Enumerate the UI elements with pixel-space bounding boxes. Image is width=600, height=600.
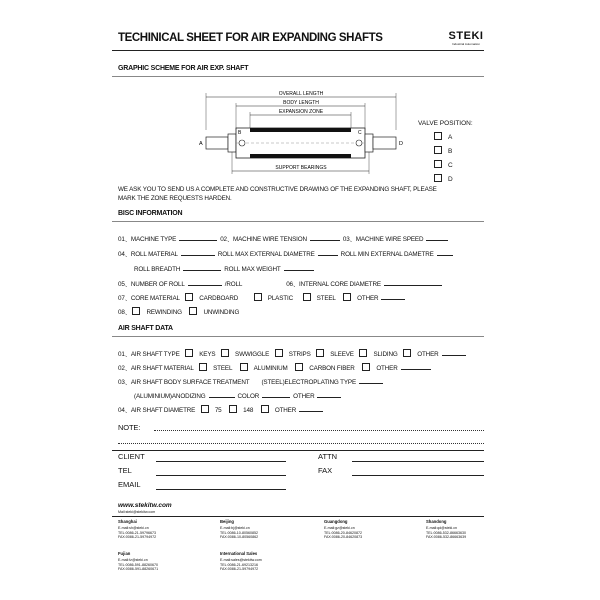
basic-row-1: 01、MACHINE TYPE 02、MACHINE WIRE TENSION 03、MACHINE WIRE SPEED (118, 234, 451, 243)
roll-material-label: ROLL MATERIAL (130, 251, 178, 258)
shaft-row-2: 02、AIR SHAFT MATERIAL STEEL ALUMINIUM CARBON FIBER OTHER (118, 363, 434, 372)
surface-other-label: OTHER (293, 393, 315, 400)
shaft-body (236, 128, 365, 158)
fax-label: FAX (318, 466, 333, 475)
note-line-2[interactable] (118, 442, 484, 444)
end-d-label: D (399, 141, 403, 147)
keys-checkbox[interactable] (185, 349, 193, 357)
strips-checkbox[interactable] (275, 349, 283, 357)
valve-b-label: B (448, 148, 453, 155)
air-shaft-diametre-label: AIR SHAFT DIAMETRE (130, 407, 196, 414)
roll-max-weight-field[interactable] (284, 264, 314, 271)
basic-info-divider (112, 221, 484, 222)
basic-row-2: 04、ROLL MATERIAL ROLL MAX EXTERNAL DIAMETRE ROLL MIN EXTERNAL DAMETRE (118, 249, 456, 258)
tel-field[interactable] (156, 475, 286, 476)
electroplating-label: (STEEL)ELECTROPLATING TYPE (261, 379, 356, 386)
core-material-label: CORE MATERIAL (130, 295, 180, 302)
end-a-label: A (199, 141, 203, 147)
office-beijing: Beijing E-mail:bj@steki.cn TEL:0086-10-80560852 FAX:0086-10-80560862 (220, 519, 259, 540)
logo-subtitle: Industrial Automation (451, 42, 481, 46)
client-label: CLIENT (118, 452, 145, 461)
basic-row-6: 08、 REWINDING UNWINDING (118, 309, 240, 316)
roll-max-diametre-field[interactable] (318, 249, 338, 256)
machine-type-label: MACHINE TYPE (130, 236, 177, 243)
steel-checkbox[interactable] (303, 293, 311, 301)
diametre-other-checkbox[interactable] (261, 405, 269, 413)
type-other-field[interactable] (442, 349, 466, 356)
body-length-label: BODY LENGTH (283, 100, 319, 106)
color-label: COLOR (237, 393, 260, 400)
internal-core-diametre-label: 06、INTERNAL CORE DIAMETRE (286, 281, 381, 288)
footer-divider (112, 516, 484, 517)
expansion-strip-top (250, 128, 351, 132)
support-bearings-label: SUPPORT BEARINGS (275, 165, 327, 171)
surface-treatment-label: AIR SHAFT BODY SURFACE TREATMENT (130, 379, 250, 386)
valve-c-checkbox[interactable] (434, 160, 442, 168)
roll-max-diametre-label: ROLL MAX EXTERNAL DIAMETRE (217, 251, 315, 258)
office-international-sales: International Sales E-mail:sales@stekitw.com TEL:0086-21-69213216 FAX:0086-21-59794972 (220, 551, 262, 572)
shaft-row-5: 04、AIR SHAFT DIAMETRE 75 148 OTHER (118, 405, 326, 414)
tel-label: TEL (118, 466, 132, 475)
note-divider (112, 450, 484, 451)
valve-b-marker (239, 140, 245, 146)
valve-d-label: D (448, 176, 453, 183)
steki-logo (448, 30, 484, 48)
material-other-field[interactable] (401, 363, 431, 370)
electroplating-field[interactable] (359, 377, 383, 384)
shaft-row-3: 03、AIR SHAFT BODY SURFACE TREATMENT (STEEL)ELECTROPLATING TYPE (118, 377, 386, 386)
overall-length-label: OVERALL LENGTH (278, 91, 324, 97)
left-journal (206, 137, 228, 149)
number-of-roll-field[interactable] (188, 279, 222, 286)
unwinding-checkbox[interactable] (189, 307, 197, 315)
valve-a-label: A (448, 134, 453, 141)
technical-sheet (112, 24, 484, 584)
anodizing-field[interactable] (209, 391, 235, 398)
expansion-strip-bottom (250, 154, 351, 158)
roll-min-diametre-field[interactable] (437, 249, 453, 256)
valve-option-d[interactable] (434, 174, 453, 184)
office-guangdong: Guangdong E-mail:gz@steki.cn TEL:0086-20-84620872 FAX:0086-20-84620873 (324, 519, 363, 540)
plastic-checkbox[interactable] (254, 293, 262, 301)
valve-option-a[interactable] (434, 132, 452, 142)
valve-option-b[interactable] (434, 146, 452, 156)
anodizing-label: (ALUMINIUM)ANODIZING (134, 393, 206, 400)
right-journal (373, 137, 396, 149)
company-mail: Mail:steki@stekitw.com (118, 510, 156, 514)
email-label: EMAIL (118, 480, 141, 489)
note-line-1[interactable] (154, 429, 484, 431)
fax-field[interactable] (352, 475, 484, 476)
material-other-checkbox[interactable] (362, 363, 370, 371)
basic-row-3 (134, 264, 317, 273)
machine-wire-tension-field[interactable] (310, 234, 340, 241)
valve-position-group (418, 120, 478, 210)
air-shaft-heading: AIR SHAFT DATA (118, 325, 173, 332)
valve-option-c[interactable] (434, 160, 453, 170)
request-line-2: MARK THE ZONE REQUESTS HARDEN. (118, 195, 232, 202)
valve-d-checkbox[interactable] (434, 174, 442, 182)
number-of-roll-label: NUMBER OF ROLL (130, 281, 185, 288)
color-field[interactable] (262, 391, 290, 398)
shaft-row-1: 01、AIR SHAFT TYPE KEYS SWWIGGLE STRIPS SLEEVE SLIDING OTHER (118, 349, 469, 358)
sleeve-checkbox[interactable] (316, 349, 324, 357)
expansion-zone-label: EXPANSION ZONE (278, 109, 324, 115)
rewinding-checkbox[interactable] (132, 307, 140, 315)
swwiggle-checkbox[interactable] (221, 349, 229, 357)
cardboard-checkbox[interactable] (185, 293, 193, 301)
scheme-heading: GRAPHIC SCHEME FOR AIR EXP. SHAFT (118, 65, 249, 72)
request-line-1: WE ASK YOU TO SEND US A COMPLETE AND CONSTRUCTIVE DRAWING OF THE EXPANDING SHAFT, PLEASE (118, 186, 437, 193)
right-collar (365, 134, 373, 152)
air-shaft-type-label: AIR SHAFT TYPE (130, 351, 180, 358)
per-roll-label: /ROLL (224, 281, 243, 288)
office-shanghai: Shanghai E-mail:sh@steki.cn TEL:0086-21-59796673 FAX:0086-21-59794972 (118, 519, 157, 540)
office-shandong: Shandong E-mail:qd@steki.cn TEL:0086-532-86663630 FAX:0086-532-86663639 (426, 519, 467, 540)
office-fujian: Fujian E-mail:fz@steki.cn TEL:0086-591-88260670 FAX:0086-591-88260671 (118, 551, 159, 572)
core-other-field[interactable] (381, 293, 405, 300)
roll-breadth-label: ROLL BREADTH (134, 266, 181, 273)
attn-label: ATTN (318, 452, 338, 461)
roll-min-diametre-label: ROLL MIN EXTERNAL DAMETRE (340, 251, 434, 258)
attn-field[interactable] (352, 461, 484, 462)
shaft-row-4 (134, 391, 344, 400)
website: www.stekitw.com (118, 502, 172, 509)
diametre-other-field[interactable] (299, 405, 323, 412)
machine-type-field[interactable] (179, 234, 217, 241)
left-collar (228, 134, 236, 152)
valve-c-marker (356, 140, 362, 146)
valve-a-checkbox[interactable] (434, 132, 442, 140)
machine-wire-speed-field[interactable] (426, 234, 448, 241)
note-label: NOTE: (118, 423, 141, 432)
basic-row-5: 07、CORE MATERIAL CARDBOARD PLASTIC STEEL OTHER (118, 293, 408, 302)
core-other-checkbox[interactable] (343, 293, 351, 301)
roll-breadth-field[interactable] (183, 264, 221, 271)
title-divider (112, 50, 484, 51)
diametre-148-checkbox[interactable] (229, 405, 237, 413)
email-field[interactable] (156, 489, 286, 490)
material-steel-checkbox[interactable] (199, 363, 207, 371)
scheme-divider (112, 76, 484, 77)
page-title: TECHINICAL SHEET FOR AIR EXPANDING SHAFTS (118, 32, 383, 44)
type-other-checkbox[interactable] (403, 349, 411, 357)
air-shaft-divider (112, 336, 484, 337)
client-field[interactable] (156, 461, 286, 462)
air-shaft-material-label: AIR SHAFT MATERIAL (130, 365, 194, 372)
valve-c-label: C (448, 162, 453, 169)
roll-material-field[interactable] (181, 249, 215, 256)
surface-other-field[interactable] (317, 391, 341, 398)
roll-max-weight-label: ROLL MAX WEIGHT (224, 266, 281, 273)
sliding-checkbox[interactable] (359, 349, 367, 357)
basic-row-4: 05、NUMBER OF ROLL /ROLL 06、INTERNAL CORE DIAMETRE (118, 279, 445, 288)
valve-position-title: VALVE POSITION: (418, 120, 473, 127)
carbon-fiber-checkbox[interactable] (295, 363, 303, 371)
title-row (112, 30, 484, 50)
internal-core-diametre-field[interactable] (384, 279, 442, 286)
end-b-label: B (238, 130, 242, 136)
end-c-label: C (358, 130, 362, 136)
diametre-75-checkbox[interactable] (201, 405, 209, 413)
valve-b-checkbox[interactable] (434, 146, 442, 154)
machine-wire-speed-label: 03、MACHINE WIRE SPEED (342, 236, 424, 243)
logo-text: STEKI (448, 30, 484, 42)
aluminium-checkbox[interactable] (240, 363, 248, 371)
machine-wire-tension-label: 02、MACHINE WIRE TENSION (220, 236, 307, 243)
basic-info-heading: BISC INFORMATION (118, 210, 183, 217)
